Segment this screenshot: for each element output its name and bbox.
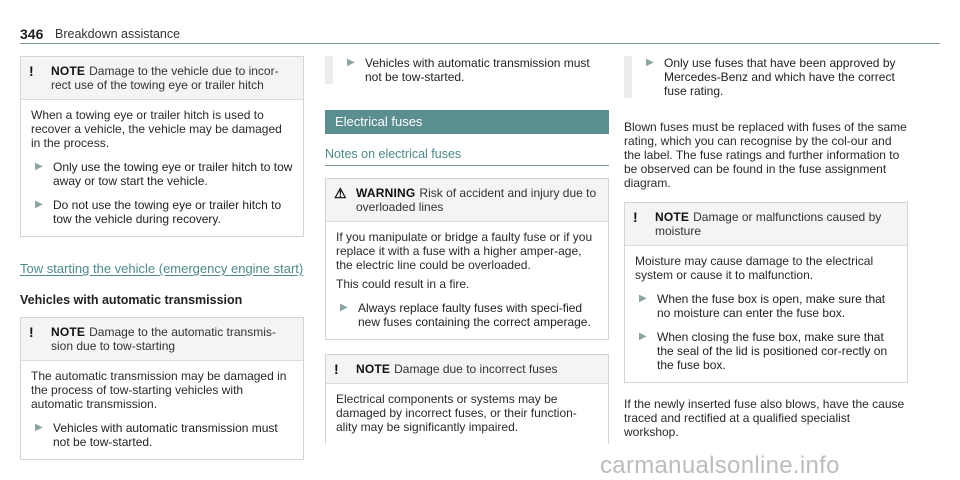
- step-arrow-icon: ▶: [35, 422, 43, 433]
- note-keyword: NOTE: [655, 210, 690, 224]
- note-keyword: NOTE: [51, 325, 86, 339]
- step-arrow-icon: ▶: [347, 57, 355, 68]
- note-box-automatic-transmission: [20, 317, 304, 460]
- note-body: [21, 361, 303, 459]
- paragraph-fuse-blows-again: If the newly inserted fuse also blows, have the cause traced and rectified at a qualified specialist workshop.: [624, 397, 905, 439]
- exclamation-note-icon: !: [29, 63, 34, 79]
- step-arrow-icon: ▶: [35, 199, 43, 210]
- note-body: [21, 100, 303, 236]
- warning-keyword: WARNING: [356, 186, 416, 200]
- note-keyword: NOTE: [51, 64, 86, 78]
- note-body-text: Electrical components or systems may be damaged by incorrect fuses, or their function-ality may be significantly impaired.: [336, 392, 577, 434]
- note-header: [21, 318, 303, 361]
- warning-body: [326, 222, 608, 339]
- instruction-step: ▶ Always replace faulty fuses with speci-fied new fuses containing the correct amperage.: [336, 301, 598, 329]
- note-box-moisture: [624, 202, 908, 383]
- note-box-towing-eye: [20, 56, 304, 237]
- note-keyword: NOTE: [356, 362, 391, 376]
- warning-body-text: This could result in a fire.: [336, 277, 470, 291]
- column-2: [325, 56, 609, 444]
- step-arrow-icon: ▶: [646, 57, 654, 68]
- step-arrow-icon: ▶: [340, 302, 348, 313]
- instruction-step: ▶ When the fuse box is open, make sure that no moisture can enter the fuse box.: [635, 292, 897, 320]
- continued-step: ▶ Vehicles with automatic transmission must not be tow-started.: [325, 56, 609, 84]
- note-body: [326, 384, 608, 444]
- subheading-automatic-transmission: Vehicles with automatic transmission: [20, 293, 243, 307]
- note-body: [625, 246, 907, 382]
- instruction-step: ▶ Vehicles with automatic transmission must not be tow-started.: [31, 421, 293, 449]
- column-1: [20, 56, 304, 460]
- note-title: Damage to the automatic transmis-sion due to tow-starting: [51, 325, 276, 353]
- section-band-electrical-fuses: Electrical fuses: [325, 110, 609, 134]
- warning-triangle-icon: ⚠: [334, 185, 347, 201]
- subsection-rule: [325, 165, 609, 166]
- column-3: [624, 56, 908, 439]
- page-number: 346: [20, 26, 44, 42]
- paragraph-blown-fuses: Blown fuses must be replaced with fuses of the same rating, which you can recognise by the col-our and the label. The fuse ratings and further information to be observed can be found in the fuse assignment diagram.: [624, 120, 907, 190]
- instruction-step: ▶ Do not use the towing eye or trailer hitch to tow the vehicle during recovery.: [31, 198, 293, 226]
- instruction-step: ▶ When closing the fuse box, make sure that the seal of the lid is positioned cor-rectly on the fuse box.: [635, 330, 897, 372]
- warning-header: [326, 179, 608, 222]
- subsection-notes-fuses[interactable]: Notes on electrical fuses: [325, 147, 462, 161]
- note-title: Damage due to incorrect fuses: [394, 362, 558, 376]
- warning-title: Risk of accident and injury due to overloaded lines: [356, 186, 597, 214]
- page-header: [20, 22, 940, 42]
- exclamation-note-icon: !: [334, 361, 339, 377]
- step-arrow-icon: ▶: [639, 331, 647, 342]
- step-arrow-icon: ▶: [35, 161, 43, 172]
- exclamation-note-icon: !: [29, 324, 34, 340]
- note-body-text: When a towing eye or trailer hitch is used to recover a vehicle, the vehicle may be damaged in the process.: [31, 108, 282, 150]
- section-title-tow-start[interactable]: Tow starting the vehicle (emergency engine start): [20, 261, 304, 276]
- note-header: [326, 355, 608, 384]
- note-box-incorrect-fuses: [325, 354, 609, 444]
- note-body-text: The automatic transmission may be damaged in the process of tow-starting vehicles with automatic transmission.: [31, 369, 287, 411]
- continued-step: ▶ Only use fuses that have been approved by Mercedes-Benz and which have the correct fuse rating.: [624, 56, 908, 98]
- warning-box-overloaded-lines: [325, 178, 609, 340]
- note-title: Damage to the vehicle due to incor-rect use of the towing eye or trailer hitch: [51, 64, 279, 92]
- running-title: Breakdown assistance: [55, 27, 181, 41]
- step-arrow-icon: ▶: [639, 293, 647, 304]
- header-rule: [20, 43, 940, 44]
- instruction-step: ▶ Only use the towing eye or trailer hitch to tow away or tow start the vehicle.: [31, 160, 293, 188]
- note-header: [625, 203, 907, 246]
- watermark: carmanualsonline.info: [600, 452, 840, 479]
- warning-body-text: If you manipulate or bridge a faulty fuse or if you replace it with a fuse with a higher amper-age, the electric line could be overloaded.: [336, 230, 593, 272]
- note-title: Damage or malfunctions caused by moisture: [655, 210, 882, 238]
- exclamation-note-icon: !: [633, 209, 638, 225]
- note-body-text: Moisture may cause damage to the electrical system or cause it to malfunction.: [635, 254, 874, 282]
- note-header: [21, 57, 303, 100]
